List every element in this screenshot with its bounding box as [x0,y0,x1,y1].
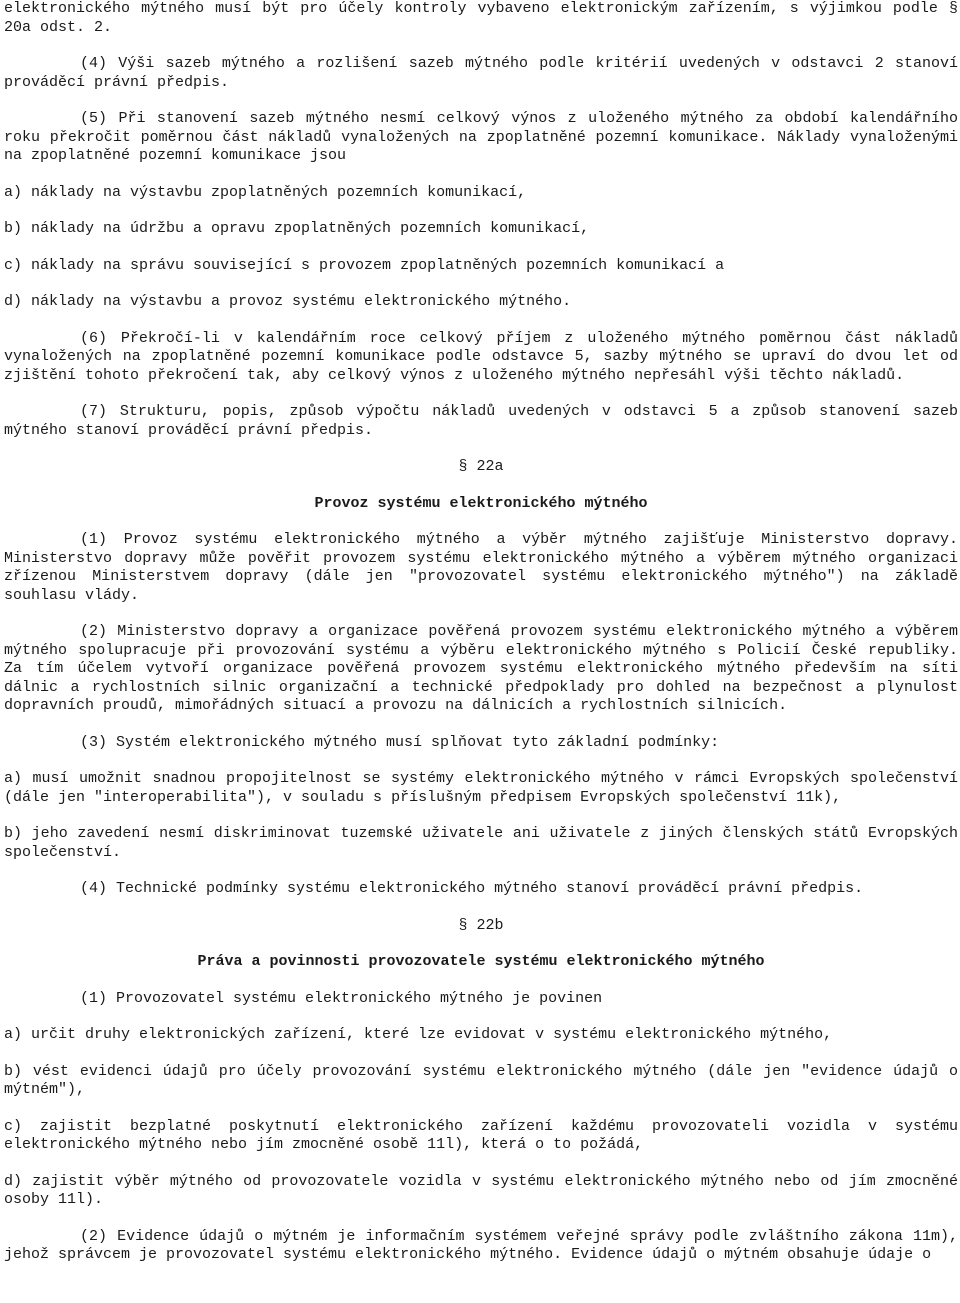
list-item-b-non-discrimination: b) jeho zavedení nesmí diskriminovat tuzemské uživatele ani uživatele z jiných členských států Evropských společenství. [4,825,958,861]
continuation-paragraph: elektronického mýtného musí být pro účely kontroly vybaveno elektronickým zařízením, s výjimkou podle § 20a odst. 2. [4,0,958,36]
paragraph-22a-3-conditions: (3) Systém elektronického mýtného musí splňovat tyto základní podmínky: [80,733,720,751]
paragraph-22a-4-technical-conditions: (4) Technické podmínky systému elektronického mýtného stanoví prováděcí právní předpis. [80,880,864,897]
list-item-b-maintenance-costs: b) náklady na údržbu a opravu zpoplatněných pozemních komunikací, [4,220,590,237]
section-heading-22a: Provoz systému elektronického mýtného [314,494,648,512]
document-page [4,0,958,1265]
paragraph-22a-1-operation: (1) Provoz systému elektronického mýtného a výběr mýtného zajišťuje Ministerstvo dopravy. Ministerstvo dopravy může pověřit provozem systému elektronického mýtného a výběrem mýtného organizaci zřízenou Ministerstvem dopravy (dále jen "provozovatel systému elektronického mýtného") na základě souhlasu vlády. [4,531,958,604]
paragraph-22b-2-records-system: (2) Evidence údajů o mýtném je informačním systémem veřejné správy podle zvláštního zákona 11m), jehož správcem je provozovatel systému elektronického mýtného. Evidence údajů o mýtném obsahuje údaje o [4,1227,958,1263]
section-number-22b: § 22b [458,916,504,934]
list-item-c-free-device: c) zajistit bezplatné poskytnutí elektronického zařízení každému provozovateli vozidla v systému elektronického mýtného nebo jím zmocněné osobě 11l), která o to požádá, [4,1117,958,1153]
list-item-d-system-costs: d) náklady na výstavbu a provoz systému elektronického mýtného. [4,293,572,310]
list-item-a-construction-costs: a) náklady na výstavbu zpoplatněných pozemních komunikací, [4,183,527,201]
list-item-a-interoperability: a) musí umožnit snadnou propojitelnost se systémy elektronického mýtného v rámci Evropských společenství (dále jen "interoperabilita"), v souladu s příslušným předpisem Evropských společenství 11k), [4,770,958,806]
paragraph-5-revenue-limit: (5) Při stanovení sazeb mýtného nesmí celkový výnos z uloženého mýtného za období kalendářního roku překročit poměrnou část nákladů vynaložených na zpoplatněné pozemní komunikace. Náklady vynaloženými na zpoplatněné pozemní komunikace jsou [4,110,958,164]
paragraph-6-excess-income: (6) Překročí-li v kalendářním roce celkový příjem z uloženého mýtného poměrnou část nákladů vynaložených na zpoplatněné pozemní komunikace podle odstavce 5, sazby mýtného se upraví do dvou let od zjištění tohoto překročení tak, aby celkový výnos z uloženého mýtného nepřesáhl výši těchto nákladů. [4,329,958,384]
section-number-22a: § 22a [458,458,504,475]
paragraph-22a-2-cooperation: (2) Ministerstvo dopravy a organizace pověřená provozem systému elektronického mýtného a výběrem mýtného spolupracuje při provozování systému a výběru elektronického mýtného s Policií České republiky. Za tím účelem vytvoří organizace pověřená provozem systému elektronického mýtného především na síti dálnic a rychlostních silnic organizační a technické předpoklady pro dohled na bezpečnost a plynulost dopravních proudů, mimořádných situací a provozu na dálnicích a rychlostních silnicích. [4,623,958,714]
list-item-b-records: b) vést evidenci údajů pro účely provozování systému elektronického mýtného (dále jen "evidence údajů o mýtném"), [4,1062,958,1098]
section-heading-22b: Práva a povinnosti provozovatele systému elektronického mýtného [197,953,765,970]
list-item-a-device-types: a) určit druhy elektronických zařízení, které lze evidovat v systému elektronického mýtného, [4,1026,833,1043]
list-item-d-toll-collection: d) zajistit výběr mýtného od provozovatele vozidla v systému elektronického mýtného nebo od jím zmocněné osoby 11l). [4,1172,958,1208]
paragraph-22b-1-obligations: (1) Provozovatel systému elektronického mýtného je povinen [80,989,603,1007]
list-item-c-administration-costs: c) náklady na správu související s provozem zpoplatněných pozemních komunikací a [4,256,725,274]
paragraph-7-cost-structure: (7) Strukturu, popis, způsob výpočtu nákladů uvedených v odstavci 5 a způsob stanovení sazeb mýtného stanoví prováděcí právní předpis. [4,403,958,439]
paragraph-4-rates: (4) Výši sazeb mýtného a rozlišení sazeb mýtného podle kritérií uvedených v odstavci 2 stanoví prováděcí právní předpis. [4,55,958,91]
